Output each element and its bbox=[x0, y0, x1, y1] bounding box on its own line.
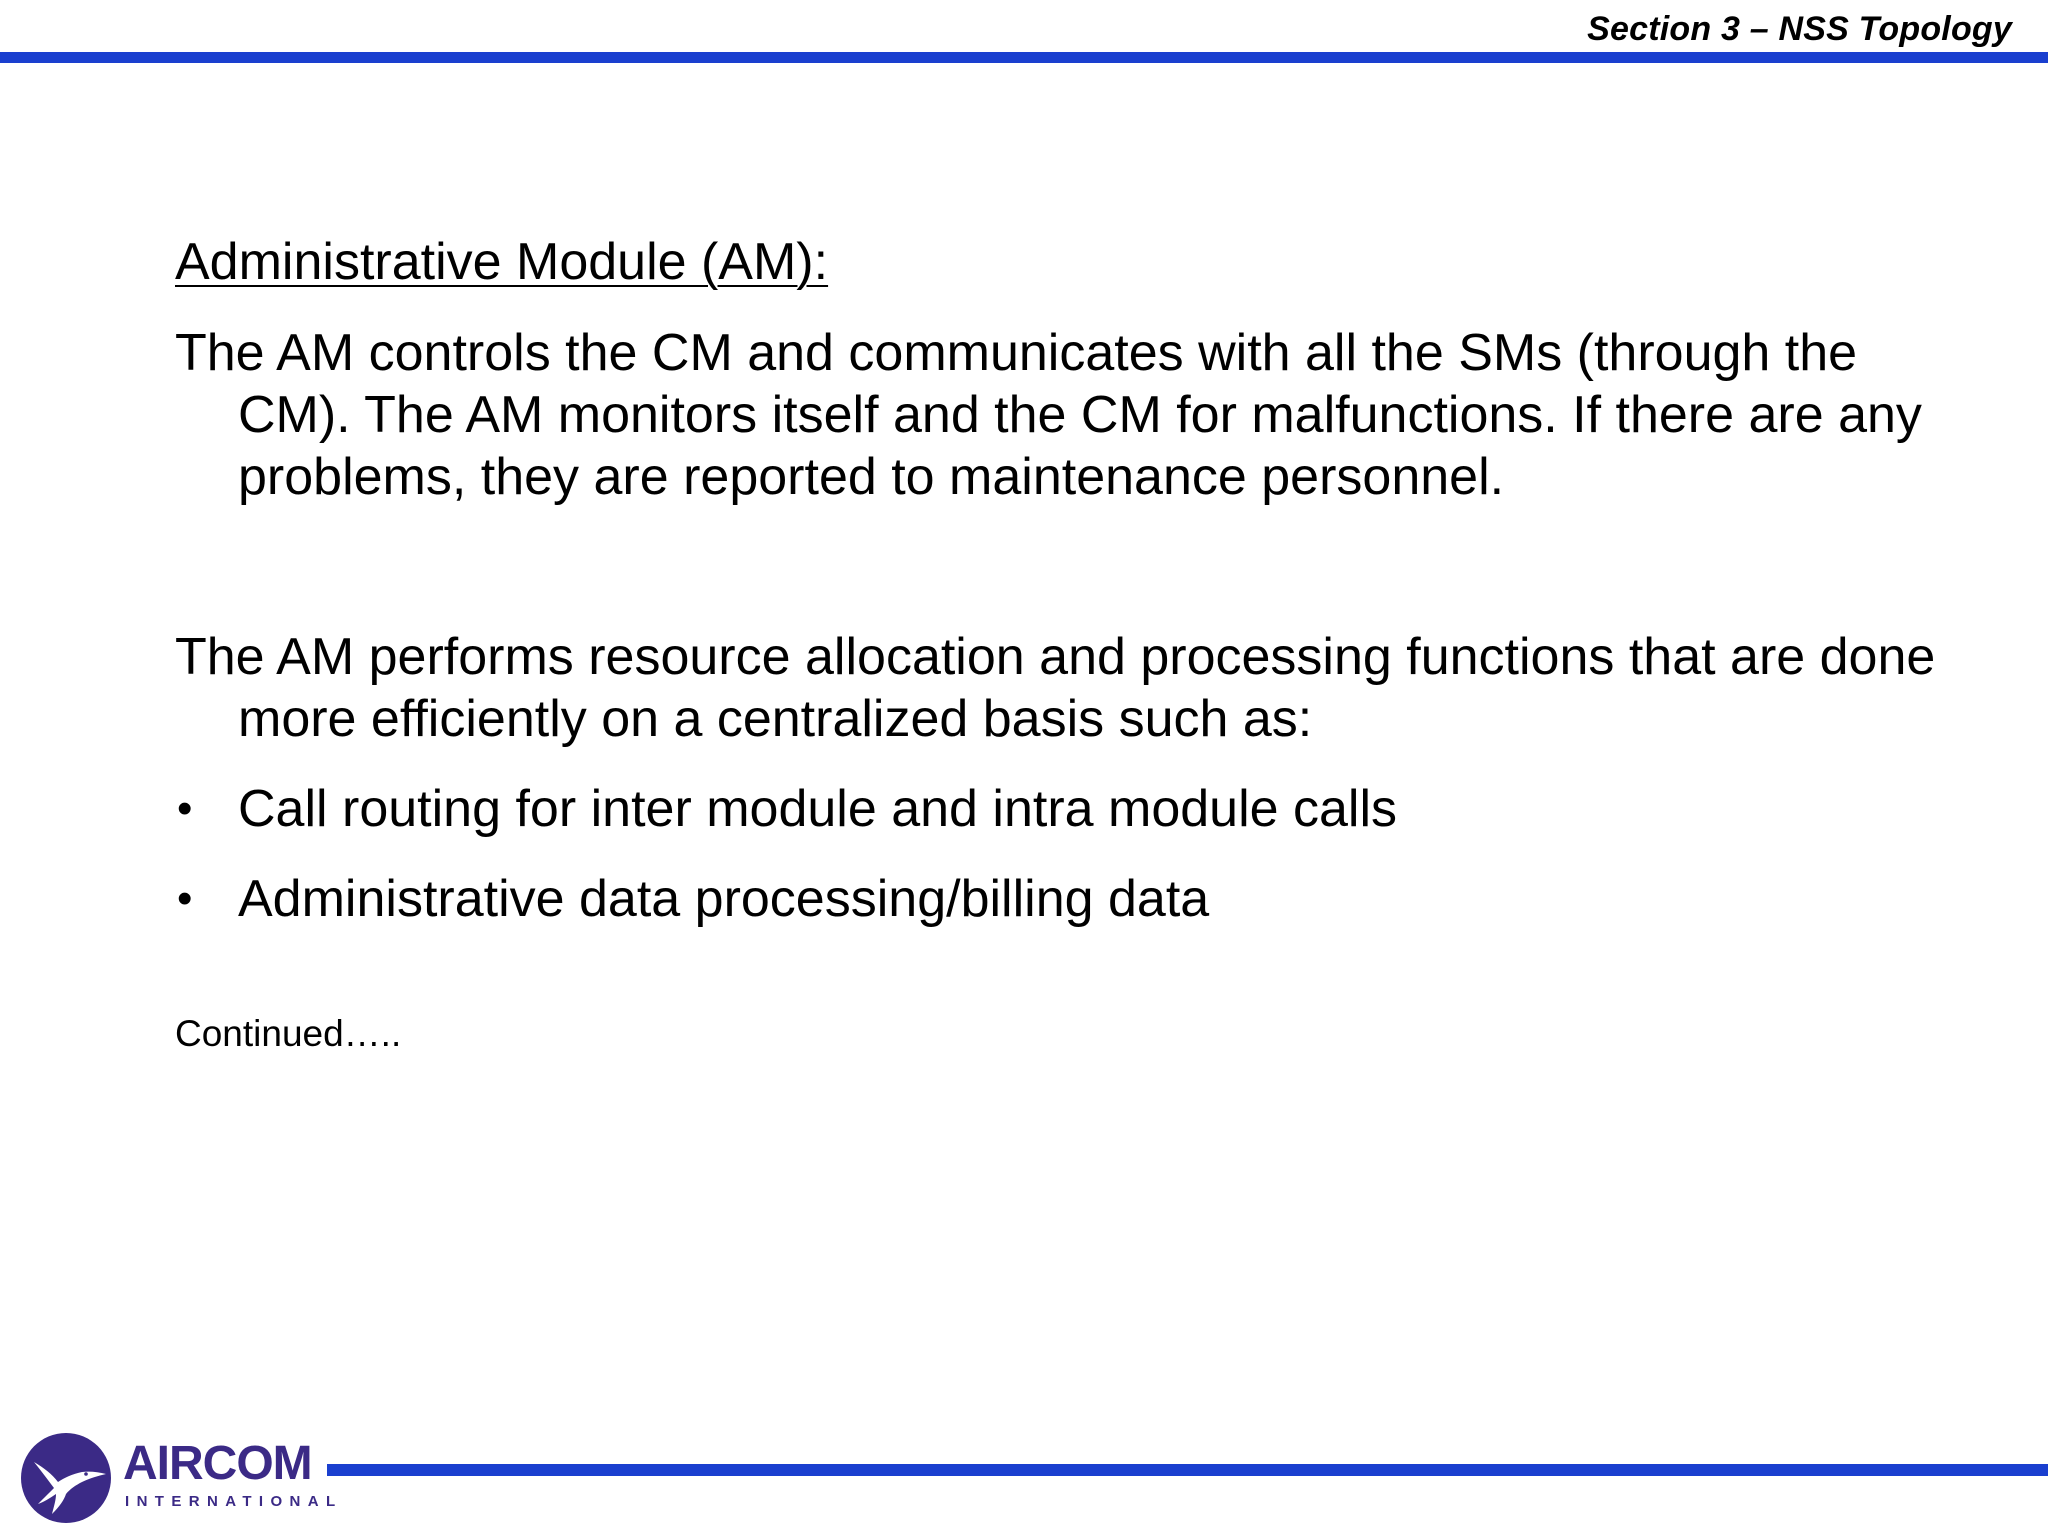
aircom-logo bbox=[20, 1432, 343, 1526]
bullet-list bbox=[175, 778, 1975, 930]
bottom-rule bbox=[327, 1464, 2048, 1476]
bullet-dot: • bbox=[177, 784, 193, 833]
logo-wordmark: AIRCOM bbox=[123, 1437, 312, 1490]
bullet-item bbox=[175, 868, 1975, 930]
bullet-item bbox=[175, 778, 1975, 840]
paragraph-am-performs: The AM performs resource allocation and processing functions that are done more efficiently on a centralized basis such as: bbox=[175, 628, 1936, 748]
bullet-text: Administrative data processing/billing data bbox=[238, 870, 1210, 928]
bullet-dot: • bbox=[177, 874, 193, 923]
section-title: Section 3 – NSS Topology bbox=[1587, 10, 2012, 48]
continued-label: Continued….. bbox=[175, 1013, 402, 1054]
logo-bird-eye bbox=[84, 1472, 88, 1476]
bullet-text: Call routing for inter module and intra module calls bbox=[238, 780, 1398, 838]
bird-logo-icon bbox=[20, 1432, 112, 1524]
logo-subtitle: INTERNATIONAL bbox=[125, 1493, 343, 1510]
top-rule bbox=[0, 52, 2048, 63]
slide-heading: Administrative Module (AM): bbox=[175, 233, 829, 291]
slide-content bbox=[175, 232, 1975, 1056]
paragraph-am-controls: The AM controls the CM and communicates with all the SMs (through the CM). The AM monitors itself and the CM for malfunctions. If there are any problems, they are reported to maintenance personnel. bbox=[175, 324, 1922, 506]
